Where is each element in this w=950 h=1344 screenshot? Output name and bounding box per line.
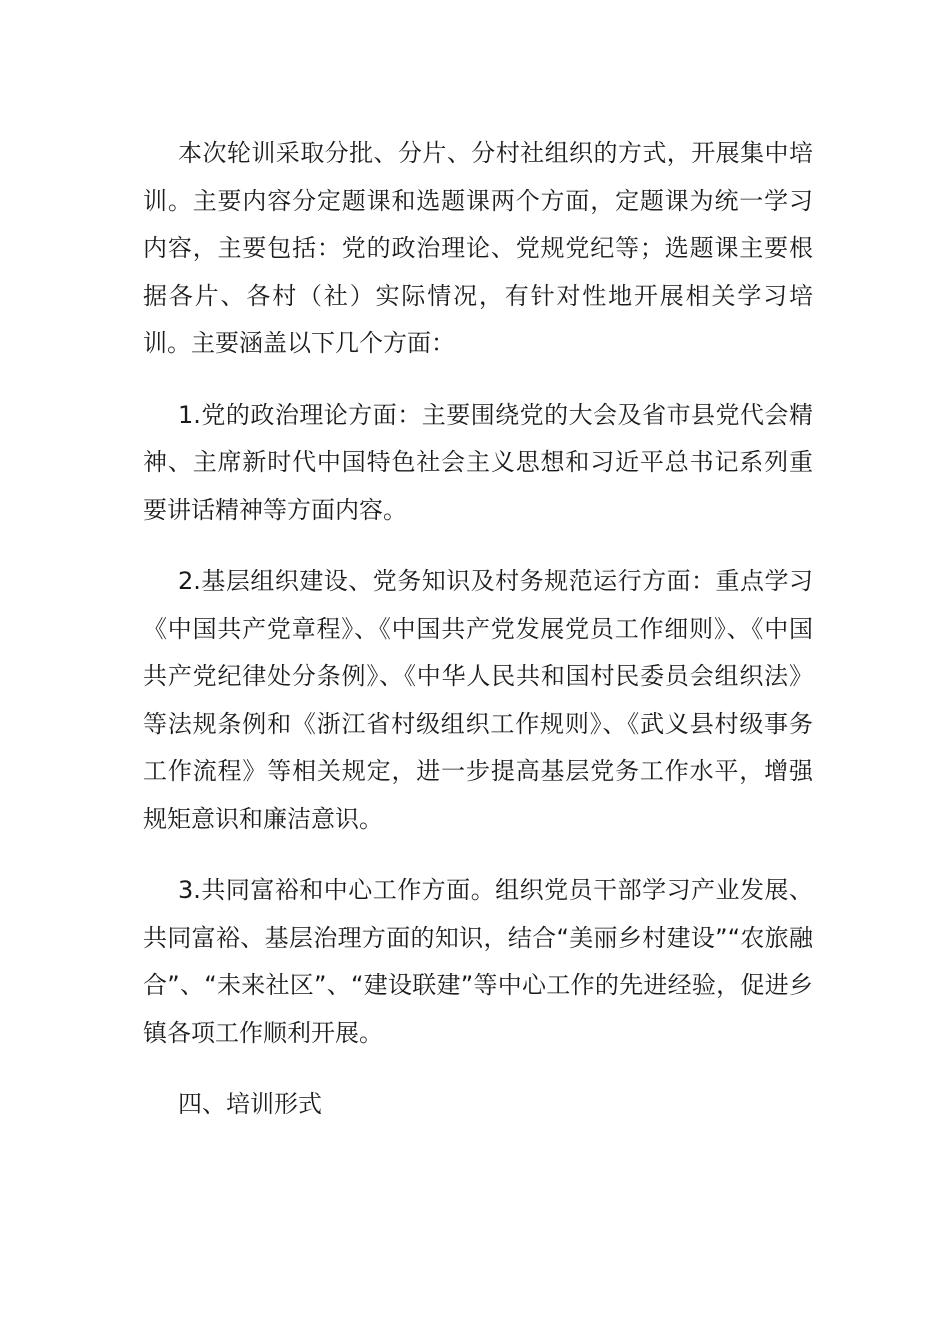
- paragraph-item-3: 3.共同富裕和中心工作方面。组织党员干部学习产业发展、共同富裕、基层治理方面的知识，结合“美丽乡村建设”“农旅融合”、“未来社区”、“建设联建”等中心工作的先进经验，促进乡镇各项工作顺利开展。: [143, 876, 813, 1047]
- paragraph-item-1: 1.党的政治理论方面：主要围绕党的大会及省市县党代会精神、主席新时代中国特色社会主义思想和习近平总书记系列重要讲话精神等方面内容。: [143, 400, 813, 524]
- document-body: [143, 130, 813, 1129]
- paragraph-item-2: 2.基层组织建设、党务知识及村务规范运行方面：重点学习《中国共产党章程》、《中国共产党发展党员工作细则》、《中国共产党纪律处分条例》、《中华人民共和国村民委员会组织法》等法规条例和《浙江省村级组织工作规则》、《武义县村级事务工作流程》等相关规定，进一步提高基层党务工作水平，增强规矩意识和廉洁意识。: [143, 567, 813, 833]
- paragraph-intro: 本次轮训采取分批、分片、分村社组织的方式，开展集中培训。主要内容分定题课和选题课两个方面，定题课为统一学习内容，主要包括：党的政治理论、党规党纪等；选题课主要根据各片、各村（社）实际情况，有针对性地开展相关学习培训。主要涵盖以下几个方面：: [143, 139, 813, 357]
- section-heading: 四、培训形式: [178, 1090, 322, 1118]
